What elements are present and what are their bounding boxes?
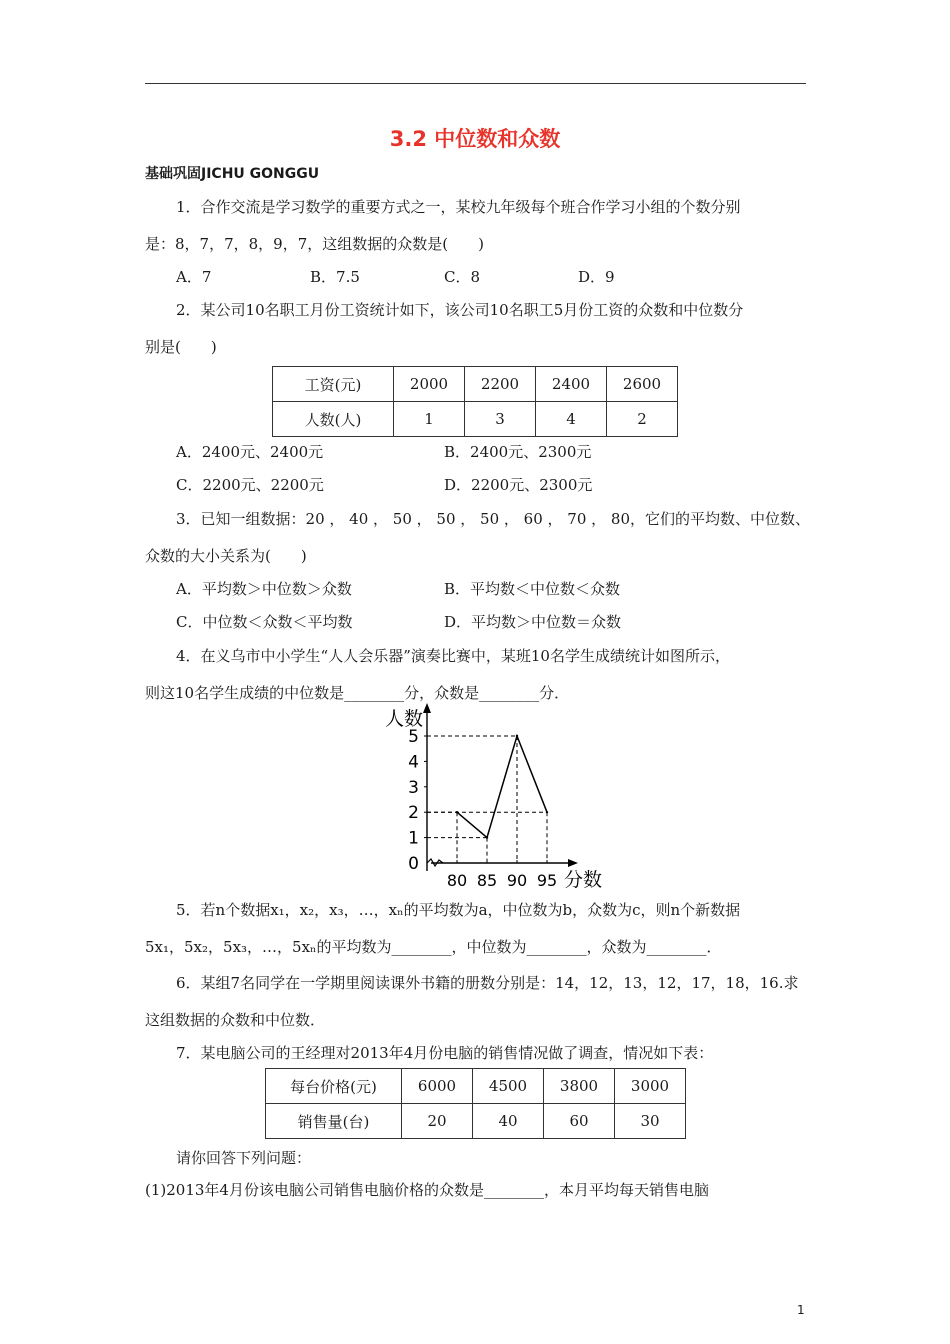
q4-line1: 4．在义乌市中小学生“人人会乐器”演奏比赛中，某班10名学生成绩统计如图所示， <box>176 647 730 665</box>
table-cell: 40 <box>473 1104 544 1139</box>
table-cell: 60 <box>544 1104 615 1139</box>
q2-option-c: C．2200元、2200元 <box>176 476 324 494</box>
table-cell: 4500 <box>473 1069 544 1104</box>
q3-option-c: C．中位数＜众数＜平均数 <box>176 613 353 631</box>
q7-line3: (1)2013年4月份该电脑公司销售电脑价格的众数是________，本月平均每天销售电脑 <box>145 1181 709 1199</box>
table-cell: 2000 <box>394 367 465 402</box>
table-cell: 3000 <box>615 1069 686 1104</box>
data-point <box>486 836 488 838</box>
section-heading: 基础巩固JICHU GONGGU <box>145 166 320 182</box>
table-cell: 1 <box>394 402 465 437</box>
y-tick-label: 5 <box>408 727 419 747</box>
x-tick-label: 90 <box>506 871 528 890</box>
table-row <box>273 367 678 402</box>
q7-line2: 请你回答下列问题： <box>176 1149 312 1167</box>
q5-line2: 5x₁，5x₂，5x₃，…，5xₙ的平均数为________，中位数为________，众数为________． <box>145 938 722 956</box>
y-axis-label: 人数 <box>385 708 424 730</box>
q2-line2: 别是( ) <box>145 338 217 356</box>
header-rule <box>145 83 806 84</box>
q2-option-a: A．2400元、2400元 <box>176 443 324 461</box>
table-cell: 2600 <box>607 367 678 402</box>
q3-option-d: D．平均数＞中位数＝众数 <box>444 613 622 631</box>
table-row <box>266 1069 686 1104</box>
table-cell: 4 <box>536 402 607 437</box>
y-tick-label: 3 <box>408 777 419 798</box>
salary-table <box>272 366 678 437</box>
table-cell: 6000 <box>402 1069 473 1104</box>
series-line <box>457 736 547 838</box>
q6-line2: 这组数据的众数和中位数． <box>145 1011 326 1029</box>
q3-line2: 众数的大小关系为( ) <box>145 547 307 565</box>
q1-option-a: A．7 <box>176 268 212 286</box>
table-cell: 人数(人) <box>273 402 394 437</box>
q1-line1: 1．合作交流是学习数学的重要方式之一，某校九年级每个班合作学习小组的个数分别 <box>176 198 741 216</box>
q2-line1: 2．某公司10名职工月份工资统计如下，该公司10名职工5月份工资的众数和中位数分 <box>176 301 744 319</box>
x-tick-label: 85 <box>476 871 498 890</box>
sales-table <box>265 1068 686 1139</box>
page-number: 1 <box>797 1303 805 1317</box>
data-point <box>516 735 518 737</box>
y-tick-label: 0 <box>408 854 419 874</box>
q3-option-a: A．平均数＞中位数＞众数 <box>176 580 352 598</box>
x-axis-arrow <box>568 859 578 867</box>
table-cell: 2 <box>607 402 678 437</box>
q4-line2: 则这10名学生成绩的中位数是________分，众数是________分． <box>145 684 570 702</box>
table-row <box>266 1104 686 1139</box>
table-cell: 30 <box>615 1104 686 1139</box>
q2-option-b: B．2400元、2300元 <box>444 443 592 461</box>
table-cell: 3800 <box>544 1069 615 1104</box>
table-cell: 销售量(台) <box>266 1104 402 1139</box>
score-line-chart <box>375 703 605 893</box>
data-point <box>546 811 548 813</box>
data-point <box>456 811 458 813</box>
y-tick-label: 2 <box>408 803 419 824</box>
y-tick-label: 1 <box>408 828 419 849</box>
q1-option-d: D．9 <box>578 268 615 286</box>
table-cell: 2200 <box>465 367 536 402</box>
q1-option-b: B．7.5 <box>310 268 360 286</box>
x-axis-label: 分数 <box>564 869 603 891</box>
page-title: 3.2 中位数和众数 <box>389 127 561 151</box>
table-cell: 2400 <box>536 367 607 402</box>
q2-option-d: D．2200元、2300元 <box>444 476 593 494</box>
table-row <box>273 402 678 437</box>
table-cell: 每台价格(元) <box>266 1069 402 1104</box>
x-tick-label: 95 <box>536 871 558 890</box>
q6-line1: 6．某组7名同学在一学期里阅读课外书籍的册数分别是：14，12，13，12，17，18，16.求 <box>176 974 799 992</box>
q5-line1: 5．若n个数据x₁，x₂，x₃，…，xₙ的平均数为a，中位数为b，众数为c，则n个新数据 <box>176 901 741 919</box>
y-tick-label: 4 <box>408 752 419 773</box>
q1-line2: 是：8，7，7，8，9，7，这组数据的众数是( ) <box>145 235 484 253</box>
table-cell: 20 <box>402 1104 473 1139</box>
q7-line1: 7．某电脑公司的王经理对2013年4月份电脑的销售情况做了调查，情况如下表： <box>176 1044 714 1062</box>
table-cell: 3 <box>465 402 536 437</box>
q1-option-c: C．8 <box>444 268 481 286</box>
table-cell: 工资(元) <box>273 367 394 402</box>
q3-option-b: B．平均数＜中位数＜众数 <box>444 580 621 598</box>
y-axis-arrow <box>423 703 431 713</box>
q3-line1: 3．已知一组数据：20 ， 40 ， 50 ， 50 ， 50 ， 60 ， 70 ， 80，它们的平均数、中位数、 <box>176 510 810 528</box>
x-tick-label: 80 <box>446 871 468 890</box>
